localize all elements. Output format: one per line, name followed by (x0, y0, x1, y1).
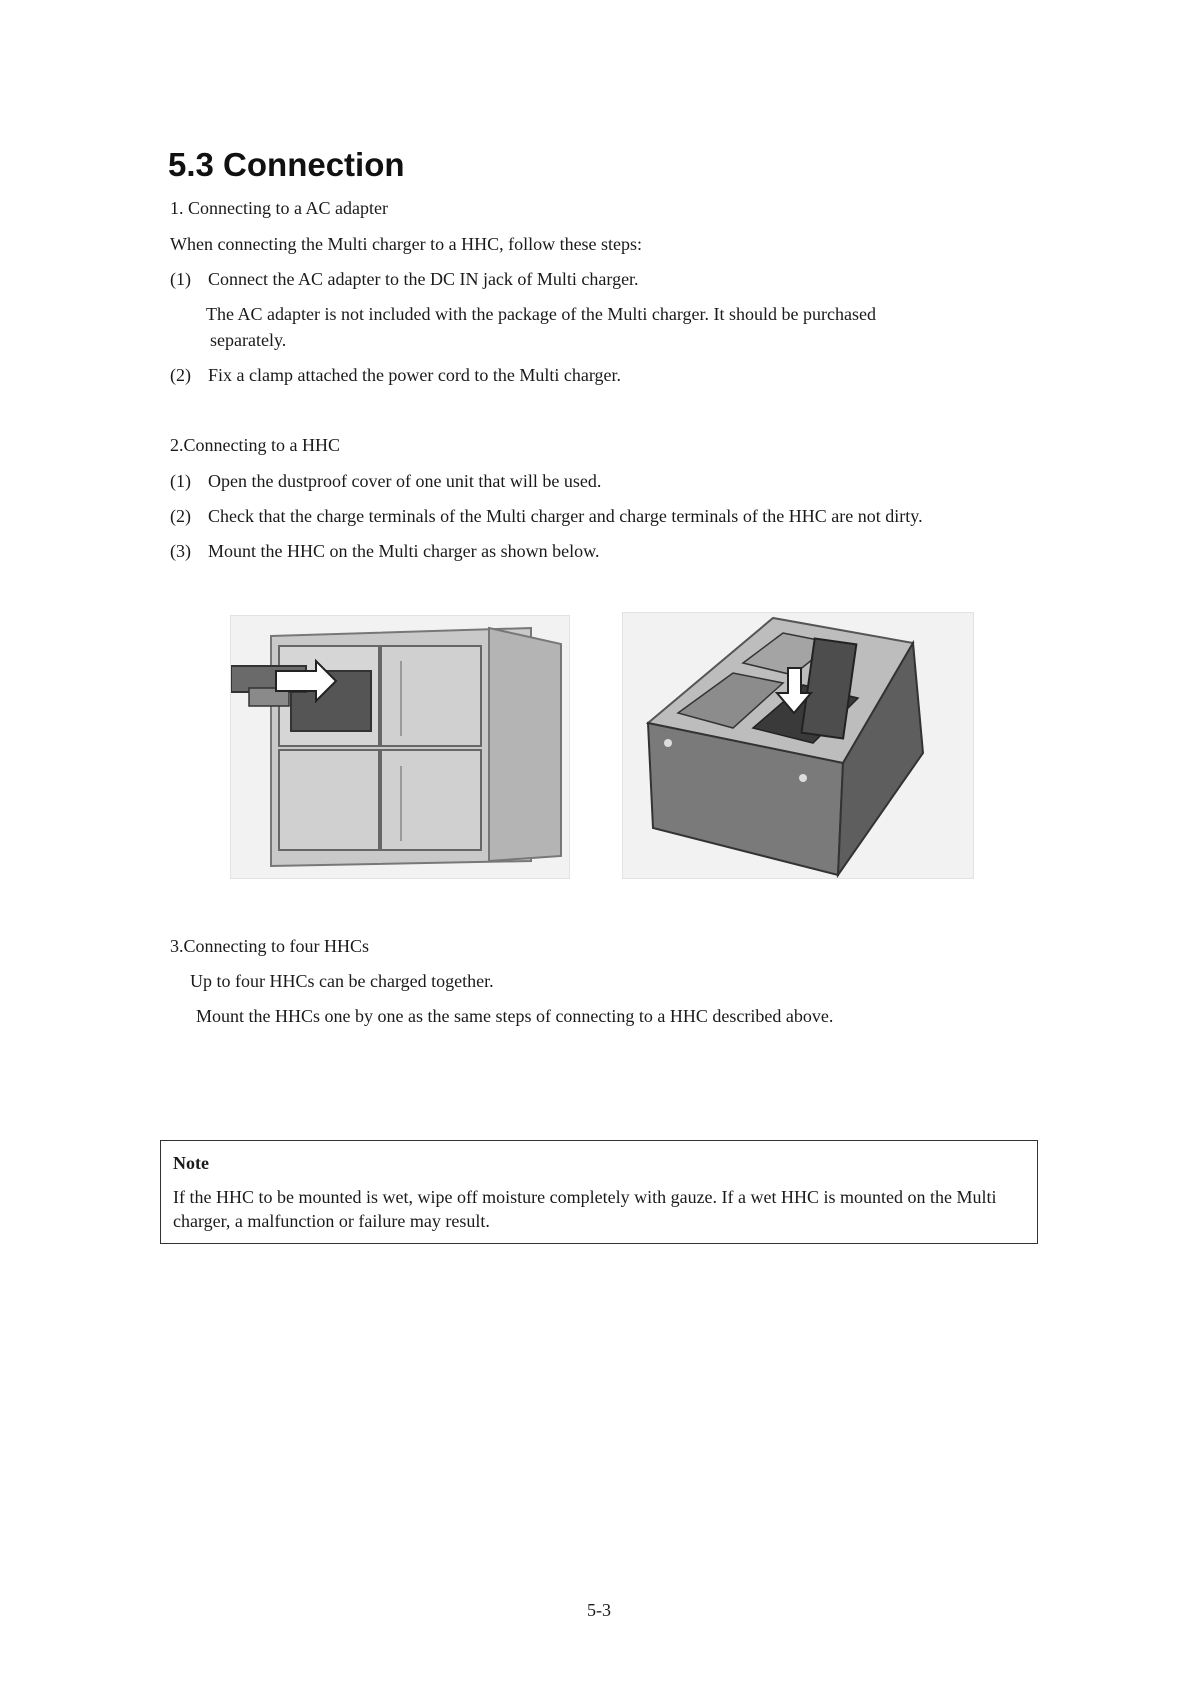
step-number: (2) (170, 365, 191, 385)
charger-side-illustration (231, 616, 569, 878)
section2-step-2 (170, 505, 923, 527)
step-text: Connect the AC adapter to the DC IN jack of Multi charger. (208, 269, 639, 289)
step-number: (1) (170, 471, 191, 491)
step-number: (1) (170, 269, 191, 289)
step-text: Fix a clamp attached the power cord to the Multi charger. (208, 365, 622, 385)
section3-title: 3.Connecting to four HHCs (170, 936, 369, 956)
section1-title: 1. Connecting to a AC adapter (170, 198, 388, 218)
photo-charger-side-view (230, 615, 570, 879)
section2-step-3 (170, 540, 599, 562)
note-text: If the HHC to be mounted is wet, wipe off moisture completely with gauze. If a wet HHC is mounted on the Multi charger, a malfunction or failure may result. (173, 1187, 997, 1231)
step-text: Mount the HHC on the Multi charger as shown below. (208, 541, 600, 561)
step-text: Check that the charge terminals of the Multi charger and charge terminals of the HHC are not dirty. (208, 506, 923, 526)
section1-note-line2: separately. (210, 330, 287, 350)
section1-step-1 (170, 268, 639, 290)
section1-intro: When connecting the Multi charger to a HHC, follow these steps: (170, 234, 643, 254)
page-number: 5-3 (587, 1600, 611, 1620)
step-number: (3) (170, 541, 191, 561)
section1-step-2 (170, 364, 621, 386)
section1-note-line1: The AC adapter is not included with the package of the Multi charger. It should be purchased (206, 304, 876, 324)
section3-line2: Mount the HHCs one by one as the same steps of connecting to a HHC described above. (196, 1006, 834, 1026)
charger-top-illustration (623, 613, 973, 878)
section2-step-1 (170, 470, 601, 492)
section2-title: 2.Connecting to a HHC (170, 435, 340, 455)
step-text: Open the dustproof cover of one unit that will be used. (208, 471, 602, 491)
photo-charger-top-view (622, 612, 974, 879)
page-title: 5.3 Connection (168, 146, 405, 183)
step-number: (2) (170, 506, 191, 526)
section3-line1: Up to four HHCs can be charged together. (190, 971, 494, 991)
note-box (160, 1140, 1038, 1244)
note-title: Note (173, 1153, 209, 1173)
